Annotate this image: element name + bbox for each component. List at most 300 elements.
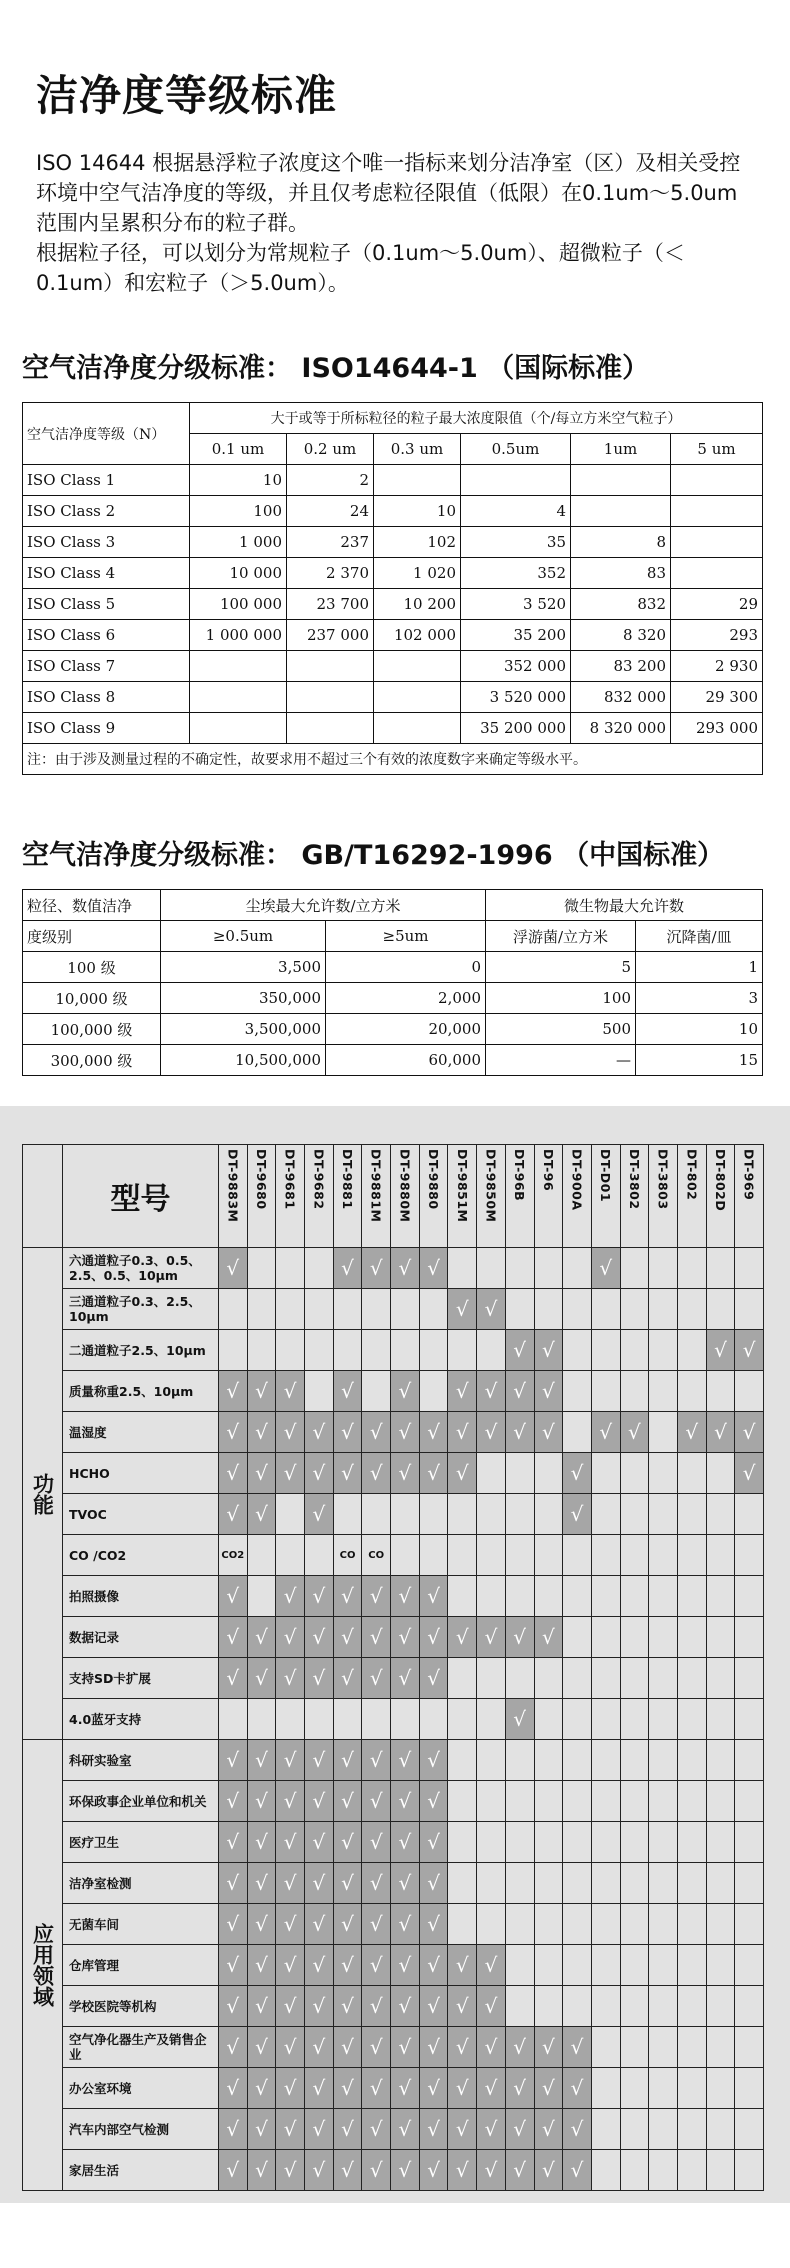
check-mark: √ <box>226 1666 240 1690</box>
check-mark: √ <box>369 1256 383 1280</box>
gb-sub-header: ≥0.5um <box>161 921 326 952</box>
model-cell <box>591 2109 620 2150</box>
check-mark: √ <box>513 1420 527 1444</box>
check-mark: √ <box>312 1584 326 1608</box>
check-mark: √ <box>398 1420 412 1444</box>
model-cell <box>276 2150 305 2191</box>
iso-value-cell <box>374 682 461 713</box>
model-cell <box>477 1330 506 1371</box>
check-mark: √ <box>513 1625 527 1649</box>
model-cell <box>448 1945 477 1986</box>
check-mark: √ <box>312 1748 326 1772</box>
model-cell <box>391 1535 420 1576</box>
model-cell <box>276 1289 305 1330</box>
check-mark: √ <box>226 2035 240 2059</box>
model-cell <box>591 1945 620 1986</box>
model-cell <box>247 1904 276 1945</box>
table-row <box>23 1014 763 1045</box>
model-cell <box>419 1535 448 1576</box>
model-cell <box>391 1330 420 1371</box>
check-mark: √ <box>427 1625 440 1649</box>
iso-value-cell: 2 930 <box>671 651 763 682</box>
model-cell <box>333 1617 362 1658</box>
model-cell <box>735 1494 764 1535</box>
check-mark: √ <box>255 1871 268 1895</box>
iso-value-cell <box>287 713 374 744</box>
feature-label: 4.0蓝牙支持 <box>63 1699 219 1740</box>
model-cell <box>362 2068 391 2109</box>
model-cell <box>677 1453 706 1494</box>
model-cell <box>218 2068 247 2109</box>
model-cell <box>218 1986 247 2027</box>
check-mark: √ <box>369 2076 383 2100</box>
check-mark: √ <box>427 1748 440 1772</box>
iso-value-cell: 293 000 <box>671 713 763 744</box>
model-cell <box>419 2027 448 2068</box>
model-cell <box>591 2150 620 2191</box>
gb-level-label: 100,000 级 <box>23 1014 161 1045</box>
iso-value-cell <box>190 682 287 713</box>
model-cell <box>620 1945 649 1986</box>
model-cell <box>591 1863 620 1904</box>
model-name: DT-9681 <box>282 1149 298 1210</box>
check-mark: √ <box>398 1953 412 1977</box>
model-cell <box>649 1330 678 1371</box>
table-row <box>23 2068 764 2109</box>
check-mark: √ <box>255 1379 268 1403</box>
model-cell <box>218 1494 247 1535</box>
check-mark: √ <box>484 2117 498 2141</box>
model-cell <box>276 2068 305 2109</box>
model-cell <box>563 1248 592 1289</box>
model-name-header <box>333 1145 362 1248</box>
iso-value-cell: 83 <box>571 558 671 589</box>
check-mark: √ <box>455 1379 469 1403</box>
model-cell <box>333 1904 362 1945</box>
application-label: 学校医院等机构 <box>63 1986 219 2027</box>
model-cell <box>735 1781 764 1822</box>
check-mark: √ <box>541 2076 555 2100</box>
model-cell <box>305 1617 334 1658</box>
model-cell <box>735 1863 764 1904</box>
table-row <box>23 713 763 744</box>
iso-value-cell: 352 000 <box>461 651 571 682</box>
check-mark: √ <box>312 1994 326 2018</box>
check-mark: √ <box>226 1379 240 1403</box>
model-cell <box>505 1945 534 1986</box>
check-mark: √ <box>398 2117 412 2141</box>
check-mark: √ <box>255 1748 268 1772</box>
model-cell <box>534 1617 563 1658</box>
check-mark: √ <box>628 1420 641 1444</box>
model-cell <box>477 1904 506 1945</box>
iso-value-cell: 8 <box>571 527 671 558</box>
model-cell <box>391 1617 420 1658</box>
model-name-header <box>591 1145 620 1248</box>
model-name-header <box>391 1145 420 1248</box>
model-cell <box>591 1412 620 1453</box>
model-name: DT-9880M <box>397 1149 413 1223</box>
model-cell <box>706 2150 735 2191</box>
model-cell <box>620 1658 649 1699</box>
model-cell <box>477 1248 506 1289</box>
model-cell <box>649 1699 678 1740</box>
check-mark: √ <box>226 1461 240 1485</box>
iso-value-cell <box>374 465 461 496</box>
check-mark: √ <box>255 1789 268 1813</box>
model-cell <box>247 1658 276 1699</box>
model-cell <box>591 2027 620 2068</box>
model-name-header <box>305 1145 334 1248</box>
check-mark: √ <box>427 1420 440 1444</box>
check-mark: √ <box>427 1584 440 1608</box>
model-cell <box>477 1289 506 1330</box>
check-mark: √ <box>341 1256 354 1280</box>
table-row <box>23 465 763 496</box>
model-cell <box>677 1412 706 1453</box>
model-cell <box>305 1371 334 1412</box>
model-cell <box>505 1330 534 1371</box>
check-mark: √ <box>369 1420 383 1444</box>
iso-value-cell <box>671 465 763 496</box>
model-cell <box>305 1863 334 1904</box>
table-row <box>23 1863 764 1904</box>
model-cell <box>620 2027 649 2068</box>
model-comparison-panel <box>0 1106 790 2203</box>
model-cell <box>534 2109 563 2150</box>
model-cell <box>649 2027 678 2068</box>
iso-value-cell: 10 <box>190 465 287 496</box>
model-cell <box>534 1904 563 1945</box>
model-cell <box>333 1248 362 1289</box>
model-name-header <box>218 1145 247 1248</box>
model-cell <box>247 2150 276 2191</box>
check-mark: √ <box>283 1625 297 1649</box>
check-mark: √ <box>226 1912 240 1936</box>
model-cell <box>247 1945 276 1986</box>
model-cell <box>362 1658 391 1699</box>
model-cell <box>391 1863 420 1904</box>
model-cell <box>706 1330 735 1371</box>
model-cell <box>333 1371 362 1412</box>
model-cell <box>534 1658 563 1699</box>
model-cell <box>534 1289 563 1330</box>
model-cell <box>247 1535 276 1576</box>
check-mark: √ <box>570 1502 584 1526</box>
model-cell <box>391 1945 420 1986</box>
model-name: DT-9881M <box>368 1149 384 1223</box>
check-mark: √ <box>283 1912 297 1936</box>
iso-value-cell: 35 200 <box>461 620 571 651</box>
model-cell <box>735 1576 764 1617</box>
model-cell <box>333 1330 362 1371</box>
model-cell <box>305 1576 334 1617</box>
gb-micro-header: 微生物最大允许数 <box>486 890 763 921</box>
model-cell <box>505 2027 534 2068</box>
model-name-header <box>247 1145 276 1248</box>
model-cell <box>677 1494 706 1535</box>
check-mark: √ <box>255 2035 268 2059</box>
model-cell <box>563 2068 592 2109</box>
model-cell <box>649 1658 678 1699</box>
check-mark: √ <box>570 2076 584 2100</box>
check-mark: √ <box>541 1625 555 1649</box>
model-cell <box>391 1740 420 1781</box>
gb-level-label: 100 级 <box>23 952 161 983</box>
iso-value-cell: 100 000 <box>190 589 287 620</box>
check-mark: √ <box>484 2035 498 2059</box>
gb-sub-header: 浮游菌/立方米 <box>486 921 636 952</box>
iso-note-row <box>23 744 763 775</box>
model-cell <box>419 1699 448 1740</box>
model-cell <box>534 1453 563 1494</box>
model-cell <box>391 1822 420 1863</box>
model-cell <box>218 1617 247 1658</box>
model-cell <box>448 1863 477 1904</box>
model-cell <box>534 1248 563 1289</box>
check-mark: √ <box>312 1461 326 1485</box>
model-cell <box>563 1658 592 1699</box>
table-row <box>23 1986 764 2027</box>
model-cell <box>649 1740 678 1781</box>
model-cell <box>735 1904 764 1945</box>
iso-value-cell: 3 520 <box>461 589 571 620</box>
model-cell <box>477 1453 506 1494</box>
model-cell <box>305 1248 334 1289</box>
check-mark: √ <box>369 1953 383 1977</box>
model-cell <box>620 1781 649 1822</box>
check-mark: √ <box>398 1830 412 1854</box>
check-mark: √ <box>369 1625 383 1649</box>
gb-value-cell: 20,000 <box>326 1014 486 1045</box>
model-cell <box>247 1863 276 1904</box>
check-mark: √ <box>312 1420 326 1444</box>
model-cell <box>649 1371 678 1412</box>
check-mark: √ <box>341 1748 354 1772</box>
model-cell <box>706 1617 735 1658</box>
check-mark: √ <box>255 2117 268 2141</box>
model-cell <box>505 1986 534 2027</box>
model-cell <box>735 1412 764 1453</box>
application-label: 环保政事企业单位和机关 <box>63 1781 219 1822</box>
model-cell <box>391 1494 420 1535</box>
check-mark: √ <box>541 2158 555 2182</box>
check-mark: √ <box>369 2035 383 2059</box>
iso-size-header: 1um <box>571 434 671 465</box>
model-cell <box>362 1371 391 1412</box>
iso-value-cell: 23 700 <box>287 589 374 620</box>
iso-value-cell: 293 <box>671 620 763 651</box>
model-cell <box>391 1904 420 1945</box>
model-cell <box>591 1617 620 1658</box>
model-cell <box>448 1658 477 1699</box>
model-cell <box>362 1699 391 1740</box>
iso-value-cell <box>671 527 763 558</box>
iso-value-cell <box>190 713 287 744</box>
model-cell <box>505 1863 534 1904</box>
check-mark: √ <box>341 2035 354 2059</box>
model-cell <box>391 1289 420 1330</box>
gb-value-cell: 10 <box>636 1014 763 1045</box>
model-cell <box>620 1740 649 1781</box>
check-mark: √ <box>226 1953 240 1977</box>
check-mark: √ <box>513 1379 527 1403</box>
feature-label: 二通道粒子2.5、10μm <box>63 1330 219 1371</box>
model-cell <box>477 1740 506 1781</box>
iso-value-cell: 10 000 <box>190 558 287 589</box>
model-cell <box>563 1576 592 1617</box>
check-mark: √ <box>455 2117 469 2141</box>
check-mark: √ <box>427 1912 440 1936</box>
table-row <box>23 1453 764 1494</box>
model-cell <box>534 1740 563 1781</box>
model-cell <box>677 1863 706 1904</box>
model-cell <box>333 1494 362 1535</box>
model-cell <box>706 1986 735 2027</box>
check-mark: √ <box>484 2076 498 2100</box>
check-mark: √ <box>226 1789 240 1813</box>
check-mark: √ <box>312 1912 326 1936</box>
model-cell <box>505 1371 534 1412</box>
check-mark: √ <box>427 2035 440 2059</box>
model-cell <box>276 1945 305 1986</box>
model-cell <box>477 1617 506 1658</box>
check-mark: √ <box>484 1420 498 1444</box>
model-cell <box>591 1535 620 1576</box>
model-cell <box>448 1822 477 1863</box>
check-mark: √ <box>398 1584 412 1608</box>
check-mark: √ <box>398 1789 412 1813</box>
check-mark: √ <box>455 1953 469 1977</box>
model-cell <box>218 1289 247 1330</box>
gb-sub-header: ≥5um <box>326 921 486 952</box>
iso-value-cell <box>671 558 763 589</box>
check-mark: √ <box>570 2035 584 2059</box>
model-cell <box>218 2027 247 2068</box>
model-cell <box>706 1453 735 1494</box>
model-cell <box>735 1289 764 1330</box>
model-cell <box>247 1289 276 1330</box>
model-cell <box>563 1904 592 1945</box>
model-cell <box>677 1617 706 1658</box>
model-cell <box>247 1740 276 1781</box>
gb-value-cell: 500 <box>486 1014 636 1045</box>
model-cell <box>276 1986 305 2027</box>
check-mark: √ <box>283 2076 297 2100</box>
iso-group-header: 大于或等于所标粒径的粒子最大浓度限值（个/每立方米空气粒子） <box>190 403 763 434</box>
iso-class-header: 空气洁净度等级（N） <box>23 403 190 465</box>
check-mark: √ <box>455 1297 469 1321</box>
model-cell <box>735 1658 764 1699</box>
model-cell <box>276 1699 305 1740</box>
model-cell <box>477 2150 506 2191</box>
model-cell <box>706 1371 735 1412</box>
model-cell <box>362 1822 391 1863</box>
application-label: 科研实验室 <box>63 1740 219 1781</box>
check-mark: √ <box>541 1379 555 1403</box>
model-cell <box>362 1740 391 1781</box>
iso-class-label: ISO Class 9 <box>23 713 190 744</box>
check-mark: √ <box>312 1953 326 1977</box>
table-row <box>23 1822 764 1863</box>
check-mark: √ <box>312 1789 326 1813</box>
model-cell <box>333 1699 362 1740</box>
model-cell <box>218 1945 247 1986</box>
gas-label: CO <box>368 1549 385 1561</box>
model-name: DT-9851M <box>454 1149 470 1223</box>
gb-value-cell: 60,000 <box>326 1045 486 1076</box>
model-cell <box>477 1986 506 2027</box>
iso-value-cell: 35 <box>461 527 571 558</box>
check-mark: √ <box>255 1912 268 1936</box>
iso-value-cell <box>461 465 571 496</box>
model-name: DT-9680 <box>253 1149 269 1210</box>
check-mark: √ <box>398 1666 412 1690</box>
feature-label: 支持SD卡扩展 <box>63 1658 219 1699</box>
model-cell <box>419 2109 448 2150</box>
model-cell <box>247 1617 276 1658</box>
model-cell <box>247 1986 276 2027</box>
iso-class-label: ISO Class 4 <box>23 558 190 589</box>
application-label: 办公室环境 <box>63 2068 219 2109</box>
model-cell <box>591 2068 620 2109</box>
model-cell <box>276 1781 305 1822</box>
check-mark: √ <box>312 2158 326 2182</box>
table-row <box>23 1494 764 1535</box>
model-cell <box>534 2150 563 2191</box>
model-cell <box>419 1863 448 1904</box>
model-cell <box>276 1863 305 1904</box>
iso-class-label: ISO Class 6 <box>23 620 190 651</box>
model-cell <box>448 1412 477 1453</box>
model-cell <box>620 1904 649 1945</box>
iso-size-header: 0.5um <box>461 434 571 465</box>
iso-value-cell: 832 000 <box>571 682 671 713</box>
model-cell <box>591 1658 620 1699</box>
model-cell <box>247 1330 276 1371</box>
check-mark: √ <box>513 2117 527 2141</box>
model-cell <box>419 1658 448 1699</box>
model-name-header <box>677 1145 706 1248</box>
check-mark: √ <box>341 1379 354 1403</box>
model-cell <box>735 1371 764 1412</box>
model-cell <box>218 1576 247 1617</box>
model-cell <box>563 2109 592 2150</box>
model-cell <box>333 1658 362 1699</box>
feature-label: 拍照摄像 <box>63 1576 219 1617</box>
check-mark: √ <box>341 1789 354 1813</box>
iso-value-cell: 102 <box>374 527 461 558</box>
model-cell <box>706 1494 735 1535</box>
model-cell <box>735 1248 764 1289</box>
model-cell <box>677 2068 706 2109</box>
model-cell <box>591 1330 620 1371</box>
model-cell <box>706 1904 735 1945</box>
gb-value-cell: 100 <box>486 983 636 1014</box>
model-cell <box>620 2109 649 2150</box>
check-mark: √ <box>341 1461 354 1485</box>
model-cell <box>591 1289 620 1330</box>
model-cell <box>677 1904 706 1945</box>
model-cell <box>305 2150 334 2191</box>
model-cell <box>591 1453 620 1494</box>
model-name-header <box>706 1145 735 1248</box>
model-cell <box>620 1412 649 1453</box>
model-cell <box>620 1699 649 1740</box>
check-mark: √ <box>255 2158 268 2182</box>
model-cell <box>419 1453 448 1494</box>
model-cell <box>305 1494 334 1535</box>
